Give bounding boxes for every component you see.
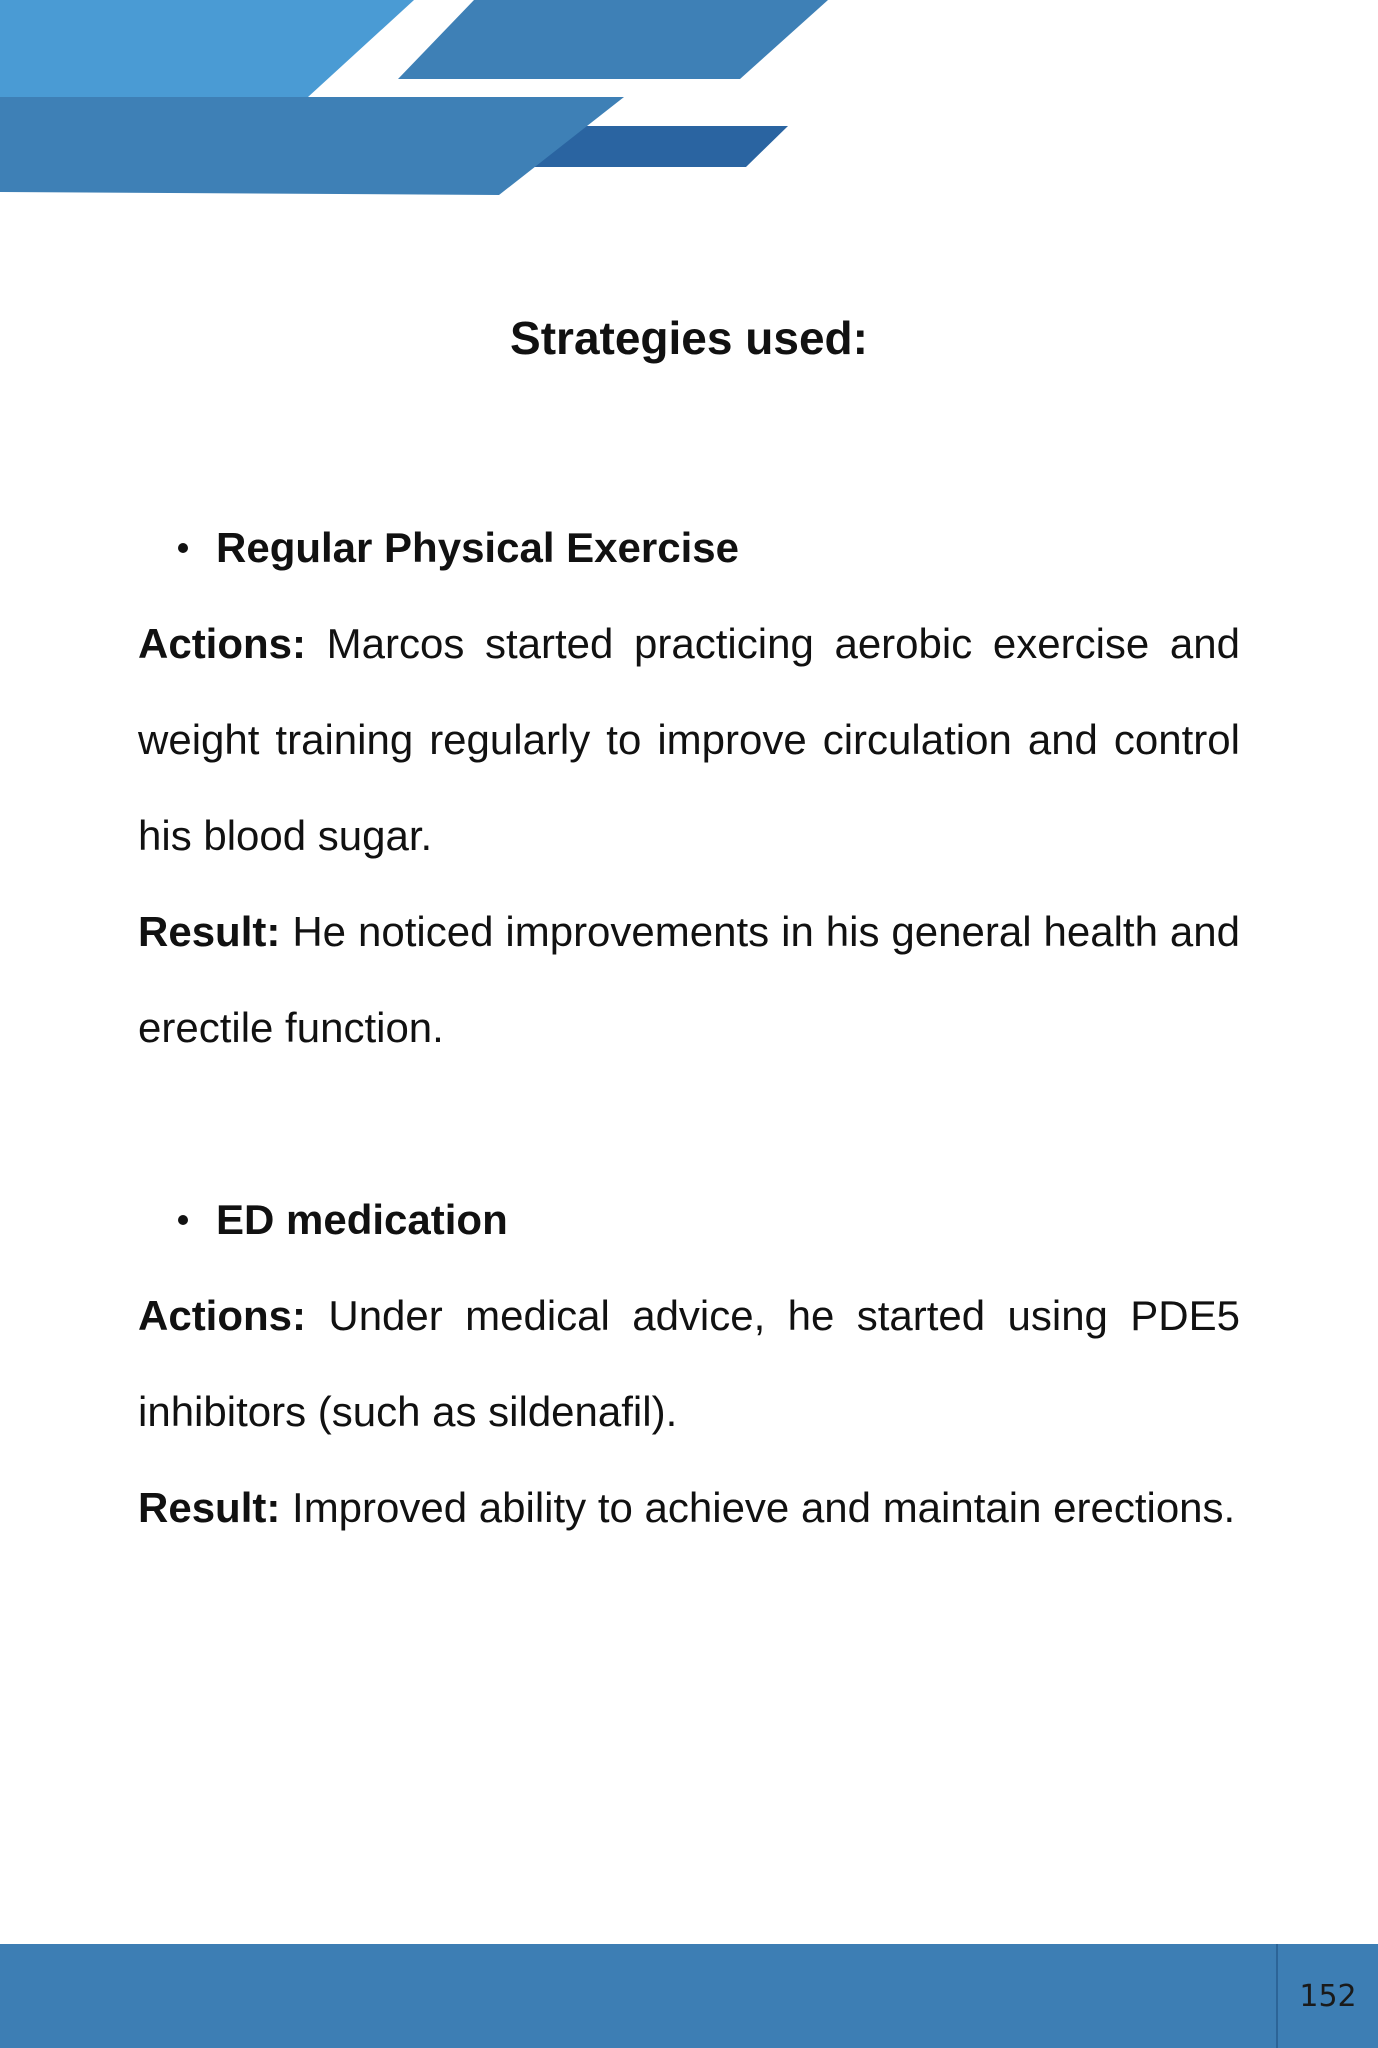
actions-paragraph	[138, 596, 1240, 884]
header-main-band	[0, 97, 624, 195]
strategy-heading-row	[138, 500, 1240, 596]
header-top-right-band	[398, 0, 828, 79]
strategy-section-exercise	[138, 500, 1240, 1076]
result-text: He noticed improvements in his general health and erectile function.	[138, 908, 1240, 1051]
strategy-heading: Regular Physical Exercise	[216, 524, 739, 571]
footer-bar	[0, 1944, 1378, 2048]
result-label: Result:	[138, 1484, 281, 1531]
actions-text: Marcos started practicing aerobic exercise and weight training regularly to improve circulation and control his blood sugar.	[138, 620, 1240, 859]
strategy-heading: ED medication	[216, 1196, 508, 1243]
actions-label: Actions:	[138, 1292, 306, 1339]
bullet-icon	[178, 1215, 188, 1225]
result-text: Improved ability to achieve and maintain erections.	[280, 1484, 1236, 1531]
bullet-icon	[178, 543, 188, 553]
page-title: Strategies used:	[510, 312, 868, 364]
strategy-heading-row	[138, 1172, 1240, 1268]
actions-text: Under medical advice, he started using PDE5 inhibitors (such as sildenafil).	[138, 1292, 1240, 1435]
actions-paragraph	[138, 1268, 1240, 1460]
header-decoration	[0, 0, 1378, 210]
result-paragraph	[138, 1460, 1240, 1556]
page-number: 152	[1276, 1944, 1378, 2048]
result-paragraph	[138, 884, 1240, 1076]
result-label: Result:	[138, 908, 281, 955]
actions-label: Actions:	[138, 620, 306, 667]
strategy-section-medication	[138, 1172, 1240, 1556]
header-light-band	[0, 0, 414, 97]
